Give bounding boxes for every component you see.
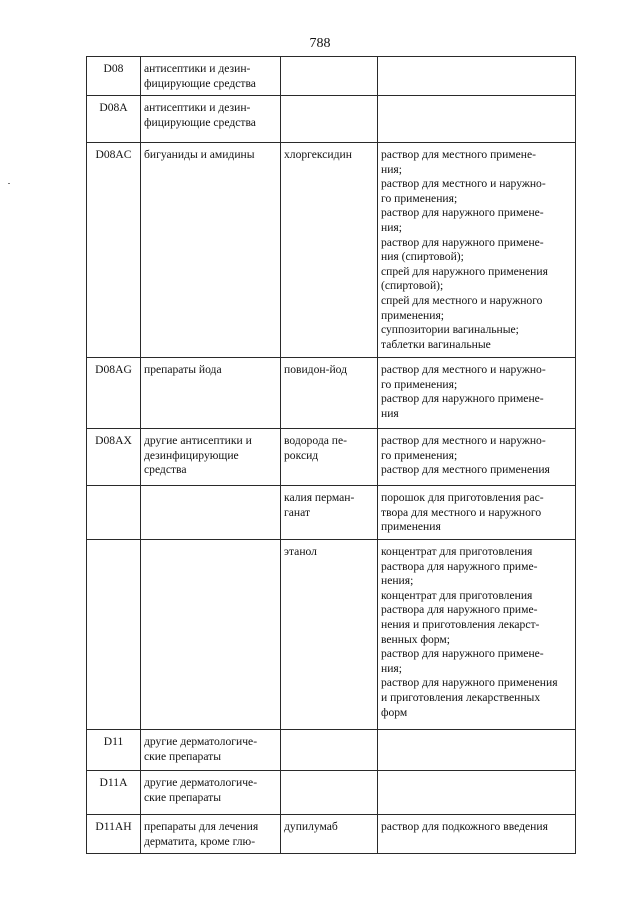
substance-cell [281,358,378,429]
atc-code: D11AH [95,820,132,833]
substance-cell [281,57,378,96]
atc-code-cell [87,815,141,854]
dosage-forms: порошок для приготовления рас- твора для местного и наружного применения [381,491,544,534]
page-number: 788 [309,36,331,51]
group-name: препараты йода [144,363,222,376]
substance-cell [281,730,378,771]
dosage-forms-cell [378,143,576,358]
group-cell [141,429,281,486]
dosage-forms: раствор для местного и наружно- го применения; раствор для наружного примене- ния [381,363,546,420]
atc-code-cell [87,429,141,486]
table-row [87,57,576,96]
dosage-forms: раствор для подкожного введения [381,820,548,833]
substance-name: этанол [284,545,317,558]
table-row [87,771,576,815]
substance-name: хлоргексидин [284,148,352,161]
group-name: бигуаниды и амидины [144,148,255,161]
atc-code: D08AC [95,148,132,161]
table-row [87,143,576,358]
dosage-forms-cell [378,730,576,771]
group-name: антисептики и дезин- фицирующие средства [144,101,256,129]
table-row [87,96,576,143]
group-cell [141,96,281,143]
dosage-forms-cell [378,96,576,143]
group-name: другие дерматологиче- ские препараты [144,735,258,763]
atc-code-cell [87,358,141,429]
dosage-forms-cell [378,57,576,96]
table-row [87,486,576,540]
substance-name: дупилумаб [284,820,338,833]
atc-code-cell [87,540,141,730]
substance-cell [281,429,378,486]
atc-code: D08AG [95,363,132,376]
group-name: другие дерматологиче- ские препараты [144,776,258,804]
substance-name: повидон-йод [284,363,348,376]
atc-code-cell [87,57,141,96]
atc-code-cell [87,96,141,143]
atc-code-cell [87,771,141,815]
group-cell [141,771,281,815]
drug-classification-table [86,56,576,854]
substance-name: калия перман- ганат [284,491,355,519]
table-row [87,358,576,429]
dosage-forms: концентрат для приготовления раствора для наружного приме- нения; концентрат для приготовления раствора для наружного приме- нения и приготовления лекарст- венных форм; раствор для наружного примене- ния; раствор для наружного применения и приготовления лекарственных форм [381,545,558,719]
group-name: антисептики и дезин- фицирующие средства [144,62,256,90]
table-row [87,540,576,730]
atc-code: D08A [99,101,128,114]
group-cell [141,730,281,771]
substance-cell [281,540,378,730]
group-cell [141,57,281,96]
dosage-forms-cell [378,358,576,429]
group-cell [141,815,281,854]
substance-cell [281,771,378,815]
dosage-forms-cell [378,486,576,540]
substance-cell [281,143,378,358]
dosage-forms-cell [378,815,576,854]
atc-code-cell [87,730,141,771]
dosage-forms-cell [378,771,576,815]
table-row [87,429,576,486]
dosage-forms-cell [378,540,576,730]
group-cell [141,143,281,358]
substance-name: водорода пе- роксид [284,434,347,462]
group-cell [141,358,281,429]
group-name: другие антисептики и дезинфицирующие средства [144,434,252,477]
atc-code: D11 [103,735,124,748]
atc-code: D08AX [95,434,132,447]
substance-cell [281,486,378,540]
group-cell [141,486,281,540]
dosage-forms-cell [378,429,576,486]
scan-speck [8,183,10,184]
group-name: препараты для лечения дерматита, кроме глю- [144,820,259,848]
table-row [87,815,576,854]
atc-code: D08 [103,62,124,75]
substance-cell [281,96,378,143]
atc-code-cell [87,486,141,540]
substance-cell [281,815,378,854]
table-row [87,730,576,771]
atc-code-cell [87,143,141,358]
atc-code: D11A [99,776,128,789]
dosage-forms: раствор для местного примене- ния; раствор для местного и наружно- го применения; раствор для наружного примене- ния; раствор для наружного примене- ния (спиртовой); спрей для наружного применения (спиртовой); спрей для местного и наружного применения; суппозитории вагинальные; таблетки вагинальные [381,148,548,351]
dosage-forms: раствор для местного и наружно- го применения; раствор для местного применения [381,434,550,477]
group-cell [141,540,281,730]
